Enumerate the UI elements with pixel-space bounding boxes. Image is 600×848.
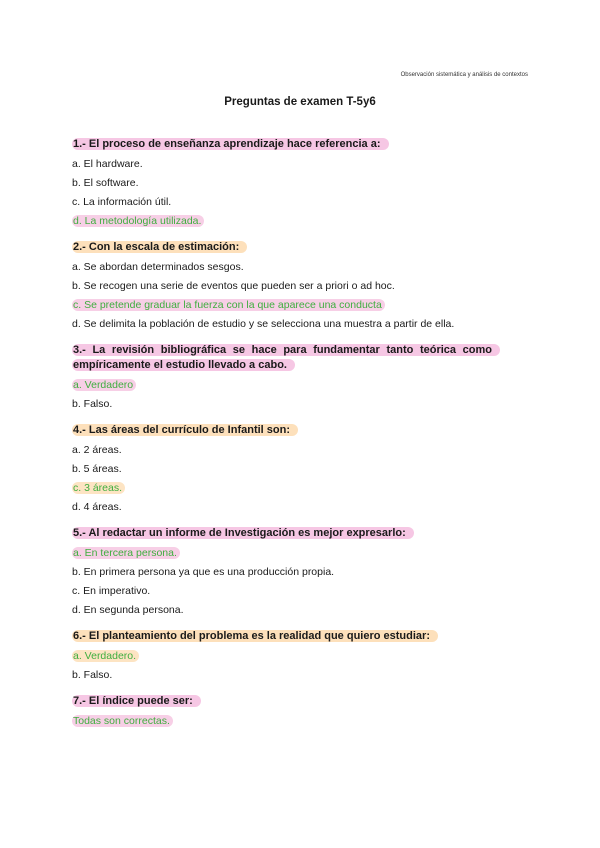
- question-6-answer-b: b. Falso.: [72, 669, 113, 681]
- question-5-correct-answer-text: a. En tercera persona.: [72, 547, 180, 559]
- question-4-correct-answer-text: c. 3 áreas.: [72, 482, 125, 494]
- question-7-correct-answer-text: Todas son correctas.: [72, 715, 173, 727]
- question-2: [72, 240, 500, 331]
- question-6-text: 6.- El planteamiento del problema es la realidad que quiero estudiar:: [72, 630, 438, 642]
- question-4-answer-b: b. 5 áreas.: [72, 463, 122, 475]
- question-3: [72, 343, 500, 411]
- question-3-answer-a-correct: [72, 379, 500, 392]
- question-1-answer-c: c. La información útil.: [72, 196, 172, 208]
- question-2-answer-c-correct: [72, 299, 500, 312]
- question-5: [72, 526, 500, 617]
- question-4-answer-c-correct: [72, 482, 500, 495]
- question-5-text: 5.- Al redactar un informe de Investigación es mejor expresarlo:: [72, 527, 414, 539]
- question-4-answer-d: d. 4 áreas.: [72, 501, 122, 513]
- question-2-correct-answer-text: c. Se pretende graduar la fuerza con la que aparece una conducta: [72, 299, 385, 311]
- question-1: [72, 137, 500, 228]
- question-3-answer-b: b. Falso.: [72, 398, 113, 410]
- question-2-text: 2.- Con la escala de estimación:: [72, 241, 247, 253]
- question-4: [72, 423, 500, 514]
- question-4-answer-a: a. 2 áreas.: [72, 444, 122, 456]
- question-1-text: 1.- El proceso de enseñanza aprendizaje hace referencia a:: [72, 138, 389, 150]
- question-7-answer-correct: [72, 715, 500, 728]
- question-1-answer-a: a. El hardware.: [72, 158, 143, 170]
- question-1-answer-d-correct: [72, 215, 500, 228]
- page-title: Preguntas de examen T-5y6: [224, 96, 376, 108]
- header-note: Observación sistemática y análisis de contextos: [400, 72, 528, 78]
- question-7-text: 7.- El índice puede ser:: [72, 695, 201, 707]
- question-5-answer-c: c. En imperativo.: [72, 585, 151, 597]
- question-3-correct-answer-text: a. Verdadero: [72, 379, 136, 391]
- question-6: [72, 629, 500, 682]
- question-2-answer-a: a. Se abordan determinados sesgos.: [72, 261, 244, 273]
- question-6-correct-answer-text: a. Verdadero.: [72, 650, 139, 662]
- question-1-answer-b: b. El software.: [72, 177, 139, 189]
- question-2-answer-b: b. Se recogen una serie de eventos que pueden ser a priori o ad hoc.: [72, 280, 395, 292]
- question-7: [72, 694, 500, 728]
- question-1-correct-answer-text: d. La metodología utilizada.: [72, 215, 204, 227]
- question-5-answer-a-correct: [72, 547, 500, 560]
- question-5-answer-d: d. En segunda persona.: [72, 604, 184, 616]
- question-2-answer-d: d. Se delimita la población de estudio y se selecciona una muestra a partir de ella.: [72, 318, 455, 330]
- question-list: [72, 137, 500, 740]
- question-6-answer-a-correct: [72, 650, 500, 663]
- question-4-text: 4.- Las áreas del currículo de Infantil son:: [72, 424, 298, 436]
- question-5-answer-b: b. En primera persona ya que es una producción propia.: [72, 566, 335, 578]
- question-3-text: 3.- La revisión bibliográfica se hace para fundamentar tanto teórica como empíricamente el estudio llevado a cabo.: [72, 344, 500, 371]
